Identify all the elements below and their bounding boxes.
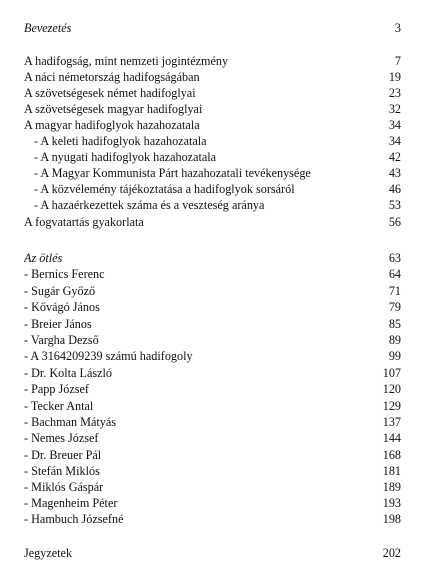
toc-entry-title: - A 3164209239 számú hadifogoly [24,349,193,363]
toc-entry [24,349,401,363]
toc-entry-page: 198 [382,512,401,526]
toc-entry [24,70,401,84]
toc-entry-title: A hadifogság, mint nemzeti jogintézmény [24,54,229,68]
toc-entry-title: - Bachman Mátyás [24,415,117,429]
toc-entry [24,480,401,494]
toc-entry-page: 56 [388,215,401,229]
toc-entry [24,102,401,116]
toc-entry-title: - A hazaérkezettek száma és a veszteség aránya [34,198,265,212]
toc-entry-title: A szövetségesek magyar hadifoglyai [24,102,203,116]
toc-entry-page: 71 [388,284,401,298]
toc-entry [24,366,401,380]
toc-entry-title: Jegyzetek [24,546,73,560]
toc-entry-title: - Miklós Gáspár [24,480,104,494]
toc-subentry [34,134,401,148]
toc-entry-title: - Kővágó János [24,300,100,314]
toc-entry-page: 79 [388,300,401,314]
toc-entry-page: 46 [388,182,401,196]
toc-entry-page: 34 [388,118,401,132]
toc-entry-title: - Dr. Breuer Pál [24,448,102,462]
toc-entry [24,300,401,314]
toc-entry-title: - Sugár Győző [24,284,96,298]
toc-entry-title: - A közvélemény tájékoztatása a hadifoglyok sorsáról [34,182,295,196]
toc-entry [24,267,401,281]
toc-subentry [34,150,401,164]
toc-entry-title: - Tecker Antal [24,399,94,413]
toc-entry [24,86,401,100]
toc-entry-title: - A nyugati hadifoglyok hazahozatala [34,150,217,164]
toc-entry-page: 7 [394,54,401,68]
toc-entry-page: 189 [382,480,401,494]
toc-entry-title: A fogvatartás gyakorlata [24,215,144,229]
toc-entry [24,317,401,331]
toc-entry [24,464,401,478]
toc-entry [24,118,401,132]
toc-entry [24,448,401,462]
toc-entry [24,415,401,429]
toc-entry-title: A náci németország hadifogságában [24,70,200,84]
toc-entry-page: 120 [382,382,401,396]
toc-section-heading [24,251,401,265]
toc-entry-page: 85 [388,317,401,331]
toc-entry [24,431,401,445]
toc-entry-page: 34 [388,134,401,148]
toc-entry-title: - Dr. Kolta László [24,366,112,380]
toc-entry-page: 63 [388,251,401,265]
toc-entry [24,399,401,413]
toc-entry [24,512,401,526]
toc-entry-title: - Bernics Ferenc [24,267,105,281]
toc-entry-title: - Magenheim Péter [24,496,118,510]
toc-entry-intro [24,21,401,35]
toc-entry-title: - Nemes József [24,431,99,445]
toc-entry-page: 202 [382,546,401,560]
toc-entry-page: 129 [382,399,401,413]
toc-entry-page: 99 [388,349,401,363]
toc-entry-page: 3 [394,21,401,35]
toc-entry-title: - Breier János [24,317,92,331]
toc-entry-title: - Papp József [24,382,89,396]
toc-entry-page: 89 [388,333,401,347]
toc-entry [24,284,401,298]
toc-entry-page: 137 [382,415,401,429]
toc-entry-page: 43 [388,166,401,180]
toc-entry-page: 64 [388,267,401,281]
toc-entry [24,215,401,229]
toc-entry-notes [24,546,401,560]
toc-entry-page: 144 [382,431,401,445]
toc-subentry [34,198,401,212]
toc-entry-title: - Vargha Dezső [24,333,99,347]
toc-entry [24,382,401,396]
toc-entry-page: 42 [388,150,401,164]
toc-entry [24,496,401,510]
toc-entry-page: 53 [388,198,401,212]
toc-entry-title: - A keleti hadifoglyok hazahozatala [34,134,207,148]
toc-entry [24,333,401,347]
toc-entry-title: - Stefán Miklós [24,464,100,478]
toc-entry-title: Az ötlés [24,251,63,265]
toc-entry-title: - Hambuch Józsefné [24,512,124,526]
toc-entry-page: 23 [388,86,401,100]
toc-entry-page: 181 [382,464,401,478]
toc-entry-title: A magyar hadifoglyok hazahozatala [24,118,200,132]
toc-subentry [34,182,401,196]
toc-entry-title: - A Magyar Kommunista Párt hazahozatali tevékenysége [34,166,311,180]
toc-entry-page: 107 [382,366,401,380]
toc-entry-page: 19 [388,70,401,84]
toc-entry [24,54,401,68]
toc-entry-title: Bevezetés [24,21,72,35]
toc-entry-page: 168 [382,448,401,462]
toc-subentry [34,166,401,180]
toc-entry-page: 193 [382,496,401,510]
toc-entry-title: A szövetségesek német hadifoglyai [24,86,196,100]
toc-entry-page: 32 [388,102,401,116]
